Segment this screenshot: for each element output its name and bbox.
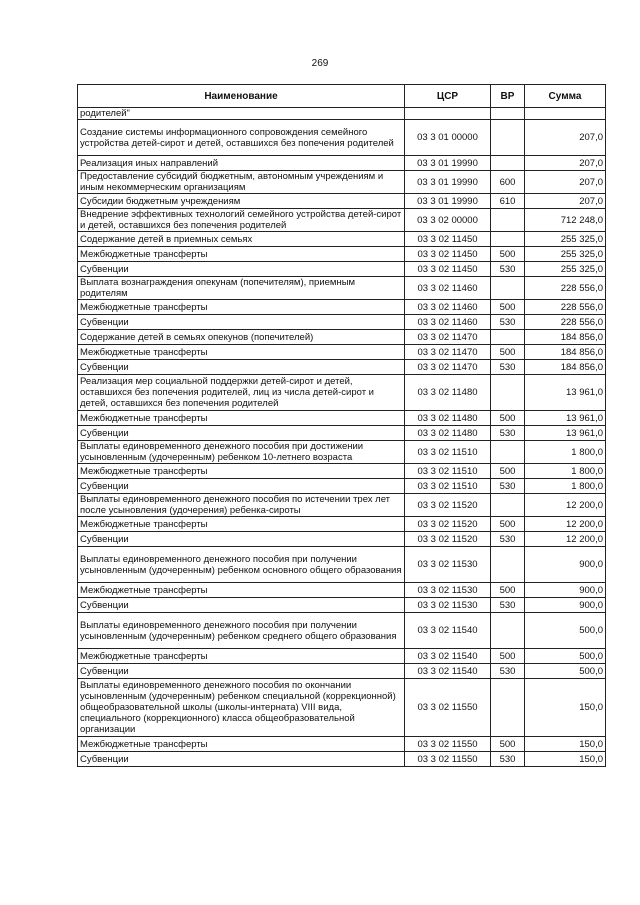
cell-csr: 03 3 02 11550: [405, 752, 491, 767]
cell-name: Выплата вознаграждения опекунам (попечителям), приемным родителям: [78, 277, 405, 300]
cell-name: Субвенции: [78, 664, 405, 679]
cell-name: Межбюджетные трансферты: [78, 517, 405, 532]
cell-name: Субвенции: [78, 532, 405, 547]
cell-sum: 184 856,0: [525, 330, 606, 345]
cell-sum: 228 556,0: [525, 315, 606, 330]
cell-name: Выплаты единовременного денежного пособия по истечении трех лет после усыновления (удочерения) ребенка-сироты: [78, 494, 405, 517]
table-row: [78, 375, 606, 411]
cell-sum: 12 200,0: [525, 517, 606, 532]
budget-table: [77, 84, 606, 767]
cell-csr: 03 3 01 19990: [405, 171, 491, 194]
cell-sum: 228 556,0: [525, 300, 606, 315]
cell-name: Содержание детей в семьях опекунов (попечителей): [78, 330, 405, 345]
cell-vr: 500: [491, 517, 525, 532]
cell-sum: 207,0: [525, 120, 606, 156]
table-row: [78, 108, 606, 120]
cell-name: Субсидии бюджетным учреждениям: [78, 194, 405, 209]
page-number: 269: [311, 58, 329, 69]
cell-csr: 03 3 02 11470: [405, 345, 491, 360]
cell-csr: 03 3 02 11450: [405, 262, 491, 277]
cell-name: Субвенции: [78, 426, 405, 441]
cell-csr: 03 3 02 11460: [405, 300, 491, 315]
cell-csr: 03 3 02 11520: [405, 532, 491, 547]
header-sum: Сумма: [525, 85, 606, 108]
table-row: [78, 360, 606, 375]
cell-name: Реализация иных направлений: [78, 156, 405, 171]
cell-csr: 03 3 02 11550: [405, 679, 491, 737]
cell-csr: 03 3 02 00000: [405, 209, 491, 232]
cell-vr: [491, 330, 525, 345]
cell-vr: 500: [491, 583, 525, 598]
cell-vr: [491, 494, 525, 517]
cell-sum: 255 325,0: [525, 247, 606, 262]
cell-name: родителей": [78, 108, 405, 120]
table-row: [78, 277, 606, 300]
cell-vr: 610: [491, 194, 525, 209]
cell-vr: 530: [491, 752, 525, 767]
cell-vr: [491, 679, 525, 737]
cell-sum: 228 556,0: [525, 277, 606, 300]
cell-sum: 13 961,0: [525, 375, 606, 411]
cell-csr: 03 3 02 11520: [405, 494, 491, 517]
cell-vr: 500: [491, 300, 525, 315]
cell-csr: 03 3 02 11480: [405, 375, 491, 411]
cell-vr: [491, 209, 525, 232]
header-csr: ЦСР: [405, 85, 491, 108]
cell-vr: [491, 108, 525, 120]
cell-vr: 530: [491, 315, 525, 330]
table-row: [78, 156, 606, 171]
cell-sum: 207,0: [525, 171, 606, 194]
cell-name: Выплаты единовременного денежного пособия при получении усыновленным (удочеренным) ребенком основного общего образования: [78, 547, 405, 583]
cell-sum: 150,0: [525, 752, 606, 767]
cell-sum: 500,0: [525, 613, 606, 649]
cell-sum: 12 200,0: [525, 532, 606, 547]
cell-sum: 150,0: [525, 679, 606, 737]
table-row: [78, 664, 606, 679]
cell-name: Создание системы информационного сопровождения семейного устройства детей-сирот и детей, оставшихся без попечения родителей: [78, 120, 405, 156]
cell-csr: 03 3 02 11510: [405, 464, 491, 479]
cell-vr: [491, 232, 525, 247]
cell-name: Содержание детей в приемных семьях: [78, 232, 405, 247]
cell-vr: 530: [491, 426, 525, 441]
table-row: [78, 247, 606, 262]
table-row: [78, 330, 606, 345]
cell-vr: [491, 613, 525, 649]
table-row: [78, 262, 606, 277]
cell-csr: 03 3 02 11470: [405, 360, 491, 375]
cell-vr: [491, 547, 525, 583]
cell-csr: 03 3 02 11510: [405, 441, 491, 464]
header-name: Наименование: [78, 85, 405, 108]
cell-csr: 03 3 02 11470: [405, 330, 491, 345]
cell-name: Межбюджетные трансферты: [78, 737, 405, 752]
cell-sum: 1 800,0: [525, 464, 606, 479]
cell-sum: 255 325,0: [525, 262, 606, 277]
cell-vr: 530: [491, 664, 525, 679]
cell-csr: 03 3 02 11510: [405, 479, 491, 494]
cell-name: Субвенции: [78, 752, 405, 767]
cell-csr: 03 3 02 11540: [405, 664, 491, 679]
cell-sum: [525, 108, 606, 120]
table-row: [78, 209, 606, 232]
table-row: [78, 171, 606, 194]
table-row: [78, 752, 606, 767]
table-row: [78, 411, 606, 426]
table-row: [78, 479, 606, 494]
cell-vr: 530: [491, 262, 525, 277]
cell-name: Выплаты единовременного денежного пособия при достижении усыновленным (удочеренным) ребенком 10-летнего возраста: [78, 441, 405, 464]
cell-name: Субвенции: [78, 479, 405, 494]
cell-sum: 207,0: [525, 156, 606, 171]
cell-sum: 500,0: [525, 664, 606, 679]
cell-sum: 184 856,0: [525, 360, 606, 375]
cell-name: Межбюджетные трансферты: [78, 247, 405, 262]
cell-sum: 255 325,0: [525, 232, 606, 247]
cell-vr: 500: [491, 737, 525, 752]
cell-csr: 03 3 02 11550: [405, 737, 491, 752]
cell-vr: 600: [491, 171, 525, 194]
cell-sum: 900,0: [525, 583, 606, 598]
table-row: [78, 737, 606, 752]
cell-vr: 500: [491, 411, 525, 426]
cell-vr: [491, 375, 525, 411]
cell-name: Выплаты единовременного денежного пособия по окончании усыновленным (удочеренным) ребенком специальной (коррекционной) общеобразовательной школы (школы-интерната) VIII вида, специального (коррекционного) класса общеобразовательной организации: [78, 679, 405, 737]
table-row: [78, 345, 606, 360]
cell-vr: [491, 156, 525, 171]
cell-vr: [491, 441, 525, 464]
cell-name: Реализация мер социальной поддержки детей-сирот и детей, оставшихся без попечения родителей, лиц из числа детей-сирот и детей, оставшихся без попечения родителей: [78, 375, 405, 411]
cell-csr: 03 3 02 11480: [405, 426, 491, 441]
cell-name: Внедрение эффективных технологий семейного устройства детей-сирот и детей, оставшихся без попечения родителей: [78, 209, 405, 232]
cell-name: Межбюджетные трансферты: [78, 649, 405, 664]
cell-csr: 03 3 02 11460: [405, 315, 491, 330]
cell-csr: 03 3 02 11450: [405, 247, 491, 262]
cell-name: Субвенции: [78, 360, 405, 375]
header-vr: ВР: [491, 85, 525, 108]
cell-sum: 13 961,0: [525, 426, 606, 441]
cell-name: Предоставление субсидий бюджетным, автономным учреждениям и иным некоммерческим организациям: [78, 171, 405, 194]
table-row: [78, 315, 606, 330]
table-row: [78, 679, 606, 737]
cell-name: Субвенции: [78, 598, 405, 613]
cell-sum: 712 248,0: [525, 209, 606, 232]
cell-csr: 03 3 02 11530: [405, 583, 491, 598]
table-header-row: [78, 85, 606, 108]
cell-csr: 03 3 02 11530: [405, 598, 491, 613]
cell-sum: 1 800,0: [525, 441, 606, 464]
cell-vr: 500: [491, 649, 525, 664]
cell-name: Межбюджетные трансферты: [78, 583, 405, 598]
cell-vr: 500: [491, 247, 525, 262]
cell-name: Субвенции: [78, 315, 405, 330]
table-row: [78, 598, 606, 613]
table-row: [78, 426, 606, 441]
cell-csr: 03 3 02 11450: [405, 232, 491, 247]
table-row: [78, 464, 606, 479]
table-row: [78, 494, 606, 517]
cell-name: Межбюджетные трансферты: [78, 411, 405, 426]
cell-vr: 500: [491, 464, 525, 479]
cell-csr: 03 3 01 19990: [405, 194, 491, 209]
cell-csr: 03 3 02 11530: [405, 547, 491, 583]
cell-vr: 530: [491, 598, 525, 613]
cell-vr: [491, 120, 525, 156]
cell-csr: [405, 108, 491, 120]
cell-csr: 03 3 01 19990: [405, 156, 491, 171]
cell-name: Межбюджетные трансферты: [78, 300, 405, 315]
table-row: [78, 194, 606, 209]
cell-sum: 13 961,0: [525, 411, 606, 426]
cell-sum: 150,0: [525, 737, 606, 752]
cell-vr: 530: [491, 532, 525, 547]
table-row: [78, 232, 606, 247]
cell-name: Выплаты единовременного денежного пособия при получении усыновленным (удочеренным) ребенком среднего общего образования: [78, 613, 405, 649]
cell-vr: 530: [491, 360, 525, 375]
cell-csr: 03 3 02 11540: [405, 613, 491, 649]
cell-sum: 1 800,0: [525, 479, 606, 494]
cell-sum: 184 856,0: [525, 345, 606, 360]
table-row: [78, 649, 606, 664]
cell-sum: 900,0: [525, 598, 606, 613]
table-row: [78, 300, 606, 315]
cell-sum: 900,0: [525, 547, 606, 583]
cell-name: Субвенции: [78, 262, 405, 277]
cell-csr: 03 3 01 00000: [405, 120, 491, 156]
table-row: [78, 517, 606, 532]
table-row: [78, 583, 606, 598]
cell-vr: [491, 277, 525, 300]
table-row: [78, 532, 606, 547]
cell-vr: 530: [491, 479, 525, 494]
cell-name: Межбюджетные трансферты: [78, 464, 405, 479]
table-row: [78, 441, 606, 464]
cell-vr: 500: [491, 345, 525, 360]
table-row: [78, 613, 606, 649]
cell-csr: 03 3 02 11540: [405, 649, 491, 664]
table-row: [78, 120, 606, 156]
cell-sum: 207,0: [525, 194, 606, 209]
table-row: [78, 547, 606, 583]
cell-csr: 03 3 02 11520: [405, 517, 491, 532]
cell-name: Межбюджетные трансферты: [78, 345, 405, 360]
cell-csr: 03 3 02 11480: [405, 411, 491, 426]
cell-sum: 500,0: [525, 649, 606, 664]
cell-sum: 12 200,0: [525, 494, 606, 517]
cell-csr: 03 3 02 11460: [405, 277, 491, 300]
